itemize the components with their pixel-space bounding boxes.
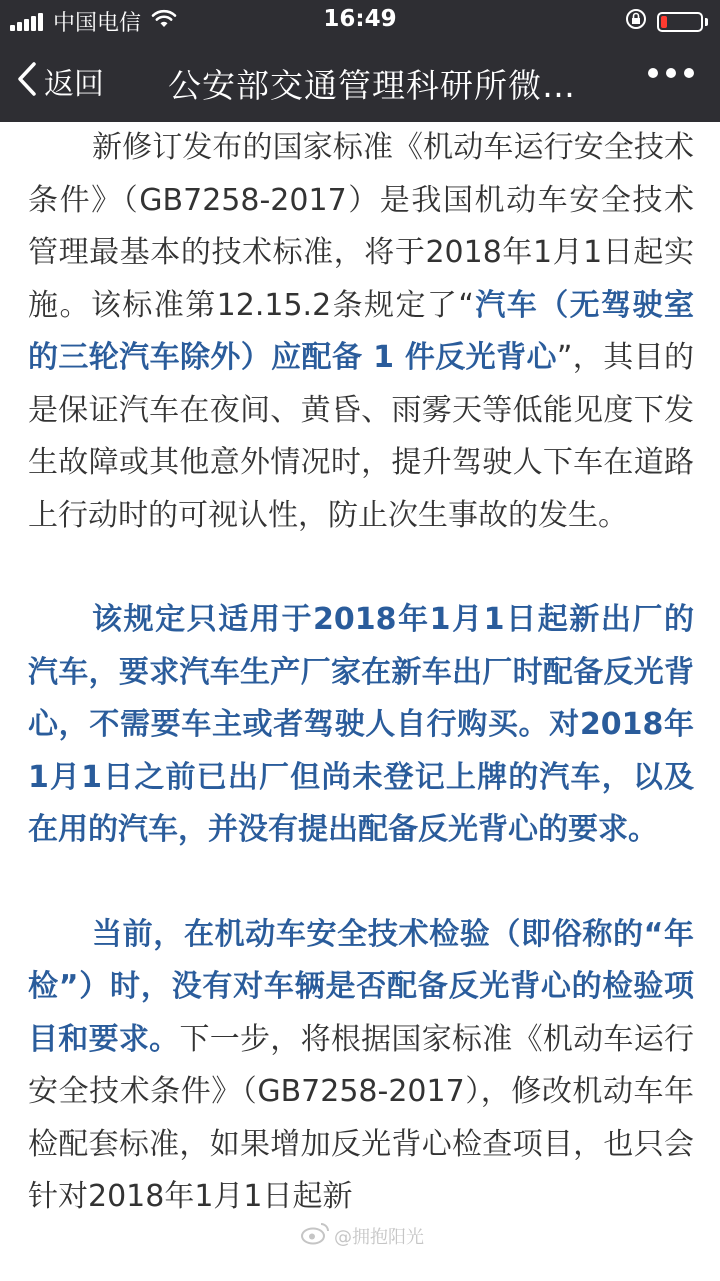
chevron-left-icon [16,61,38,101]
article-body [28,122,694,1224]
page-title: 公安部交通管理科研所微… [168,66,576,105]
more-dot-icon [666,68,676,78]
watermark [300,1221,424,1250]
navigation-bar [0,40,720,122]
more-dot-icon [684,68,694,78]
article-paragraph-2 [28,594,694,857]
paragraph-text: ”，其目的是保证汽车在夜间、黄昏、雨雾天等低能见度下发生故障或其他意外情况时，提升驾驶人下车在道路上行动时的可视认性，防止次生事故的发生。 [28,340,694,533]
watermark-text: @拥抱阳光 [334,1226,424,1248]
battery-level [661,16,667,28]
paragraph-text: 新修订发布的国家标准《机动车运行安全技术条件》（GB7258-2017）是我国机动车安全技术管理最基本的技术标准，将于2018年1月1日起实施。该标准第12.15.2条规定了“ [28,130,694,323]
status-right [625,8,708,36]
battery-tip [705,18,708,26]
highlighted-text: 汽车（无驾驶室的三轮汽车除外）应配备 1 件反光背心 [28,287,694,375]
highlighted-text: 当前，在机动车安全技术检验（即俗称的“年检”）时，没有对车辆是否配备反光背心的检验项目和要求。 [28,916,694,1057]
rotation-lock-icon [625,8,647,36]
back-label: 返回 [44,67,104,102]
more-options-button[interactable] [648,68,694,78]
carrier-name: 中国电信 [53,11,142,36]
highlighted-text: 该规定只适用于2018年1月1日起新出厂的汽车，要求汽车生产厂家在新车出厂时配备反光背心，不需要车主或者驾驶人自行购买。对2018年1月1日之前已出厂但尚未登记上牌的汽车，以及在用的汽车，并没有提出配备反光背心的要求。 [28,602,694,847]
paragraph-text: 下一步，将根据国家标准《机动车运行安全技术条件》（GB7258-2017），修改机动车年检配套标准，如果增加反光背心检查项目，也只会针对2018年1月1日起新 [28,1021,695,1214]
status-time: 16:49 [323,6,397,32]
article-paragraph-3 [28,909,694,1224]
weibo-logo-icon [300,1221,330,1250]
status-bar [0,0,720,40]
article-paragraph-1 [28,122,694,542]
more-dot-icon [648,68,658,78]
battery-icon [657,12,703,32]
back-button[interactable] [16,58,104,104]
